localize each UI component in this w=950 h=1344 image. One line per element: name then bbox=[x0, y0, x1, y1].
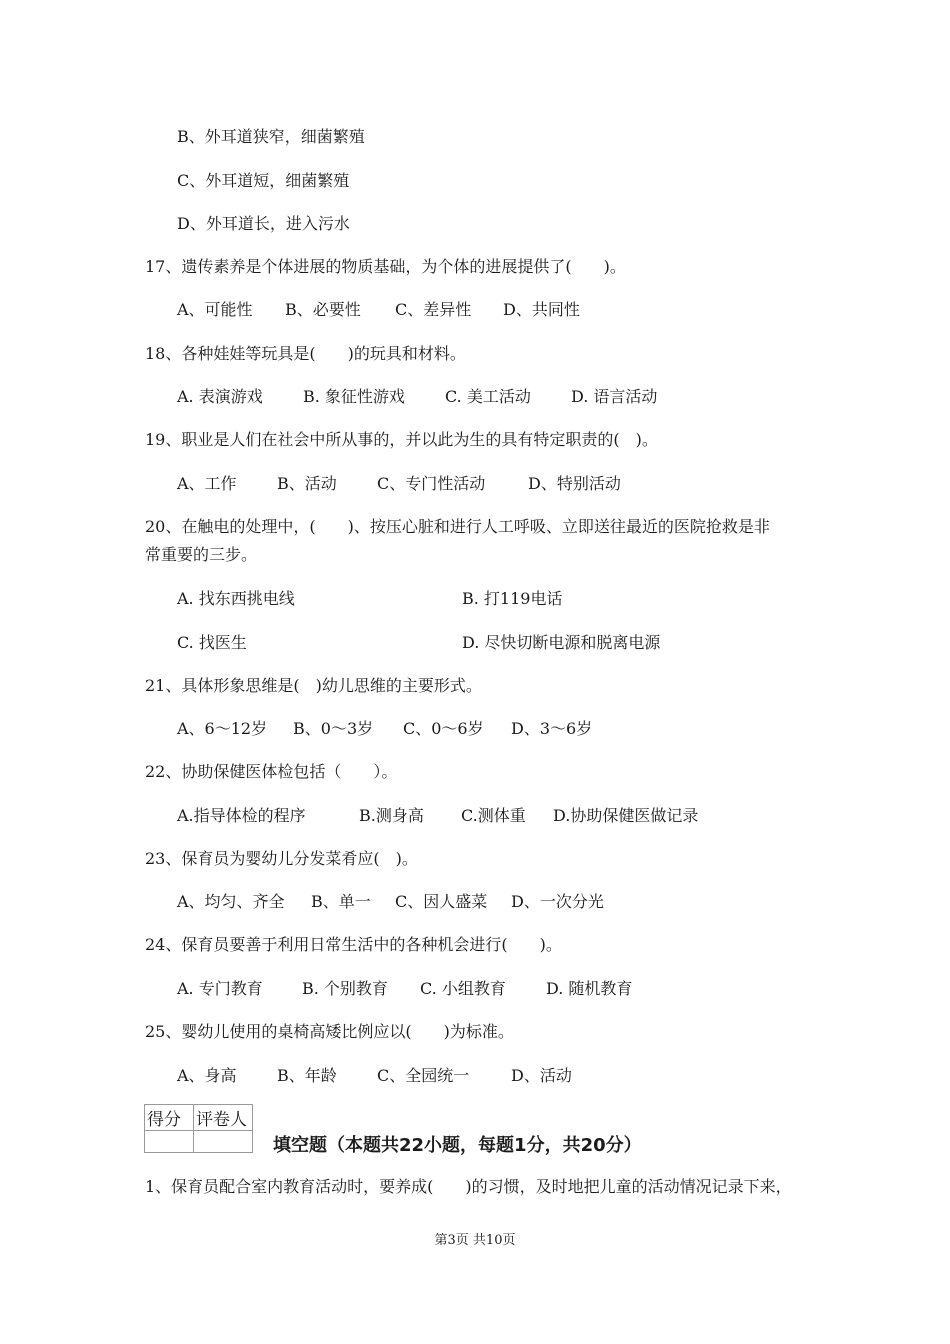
option-c: C. 小组教育 bbox=[420, 979, 506, 998]
options-q23 bbox=[177, 892, 604, 912]
options-q19 bbox=[177, 474, 621, 494]
option-b: B. 个别教育 bbox=[302, 979, 388, 998]
option-a: A.指导体检的程序 bbox=[177, 806, 306, 825]
option-b: B、0～3岁 bbox=[293, 719, 374, 738]
option-d: D、3～6岁 bbox=[511, 719, 593, 738]
options-q21 bbox=[177, 719, 592, 739]
question-20-line2: 常重要的三步。 bbox=[145, 545, 258, 564]
option-a: A、均匀、齐全 bbox=[177, 892, 285, 911]
option-c: C、专门性活动 bbox=[377, 474, 486, 493]
score-cell bbox=[145, 1131, 194, 1153]
question-24: 24、保育员要善于利用日常生活中的各种机会进行( )。 bbox=[145, 935, 562, 954]
option-c: C、全园统一 bbox=[377, 1066, 470, 1085]
section-title: 填空题（本题共22小题，每题1分，共20分） bbox=[273, 1135, 642, 1156]
question-23: 23、保育员为婴幼儿分发菜肴应( )。 bbox=[145, 849, 418, 868]
score-table bbox=[144, 1104, 253, 1153]
question-22: 22、协助保健医体检包括（ ）。 bbox=[145, 762, 398, 781]
option-d: D. 语言活动 bbox=[571, 387, 658, 406]
options-q17 bbox=[177, 300, 580, 320]
option-q20-a: A. 找东西挑电线 bbox=[177, 589, 295, 608]
option-d: D、一次分光 bbox=[511, 892, 604, 911]
grader-cell bbox=[194, 1131, 253, 1153]
option-a: A. 表演游戏 bbox=[177, 387, 263, 406]
option-a: A. 专门教育 bbox=[177, 979, 263, 998]
option-b: B、单一 bbox=[311, 892, 371, 911]
option-b: B、年龄 bbox=[277, 1066, 337, 1085]
option-c: C、因人盛菜 bbox=[395, 892, 488, 911]
score-header: 得分 bbox=[145, 1105, 194, 1131]
option-c: C. 美工活动 bbox=[445, 387, 531, 406]
option-d: D.协助保健医做记录 bbox=[553, 806, 699, 825]
option-c: C、差异性 bbox=[395, 300, 472, 319]
question-17: 17、遗传素养是个体进展的物质基础，为个体的进展提供了( )。 bbox=[145, 257, 626, 276]
page-footer: 第3页 共10页 bbox=[434, 1233, 516, 1248]
option-b: B、必要性 bbox=[285, 300, 361, 319]
option-a: A、可能性 bbox=[177, 300, 253, 319]
option-a: A、工作 bbox=[177, 474, 237, 493]
options-q22 bbox=[177, 806, 698, 826]
option-q16-c: C、外耳道短，细菌繁殖 bbox=[177, 171, 350, 190]
option-b: B.测身高 bbox=[359, 806, 424, 825]
question-19: 19、职业是人们在社会中所从事的，并以此为生的具有特定职责的( )。 bbox=[145, 430, 658, 449]
question-21: 21、具体形象思维是( )幼儿思维的主要形式。 bbox=[145, 676, 482, 695]
option-q20-b: B. 打119电话 bbox=[462, 589, 563, 608]
option-a: A、身高 bbox=[177, 1066, 237, 1085]
question-25: 25、婴幼儿使用的桌椅高矮比例应以( )为标准。 bbox=[145, 1022, 514, 1041]
options-q24 bbox=[177, 979, 632, 999]
option-c: C.测体重 bbox=[461, 806, 526, 825]
option-a: A、6～12岁 bbox=[177, 719, 268, 738]
option-q16-b: B、外耳道狭窄，细菌繁殖 bbox=[177, 127, 365, 146]
option-b: B、活动 bbox=[277, 474, 337, 493]
options-q25 bbox=[177, 1066, 572, 1086]
option-b: B. 象征性游戏 bbox=[303, 387, 405, 406]
fill-question-1: 1、保育员配合室内教育活动时，要养成( )的习惯，及时地把儿童的活动情况记录下来， bbox=[145, 1177, 792, 1196]
option-d: D. 随机教育 bbox=[546, 979, 633, 998]
grader-header: 评卷人 bbox=[194, 1105, 253, 1131]
option-q20-d: D. 尽快切断电源和脱离电源 bbox=[462, 633, 661, 652]
option-d: D、特别活动 bbox=[528, 474, 621, 493]
option-q20-c: C. 找医生 bbox=[177, 633, 247, 652]
option-d: D、活动 bbox=[511, 1066, 572, 1085]
option-q16-d: D、外耳道长，进入污水 bbox=[177, 214, 350, 233]
question-18: 18、各种娃娃等玩具是( )的玩具和材料。 bbox=[145, 344, 466, 363]
question-20-line1: 20、在触电的处理中，( )、按压心脏和进行人工呼吸、立即送往最近的医院抢救是非 bbox=[145, 517, 770, 536]
option-c: C、0～6岁 bbox=[403, 719, 484, 738]
options-q18 bbox=[177, 387, 657, 407]
option-d: D、共同性 bbox=[503, 300, 580, 319]
